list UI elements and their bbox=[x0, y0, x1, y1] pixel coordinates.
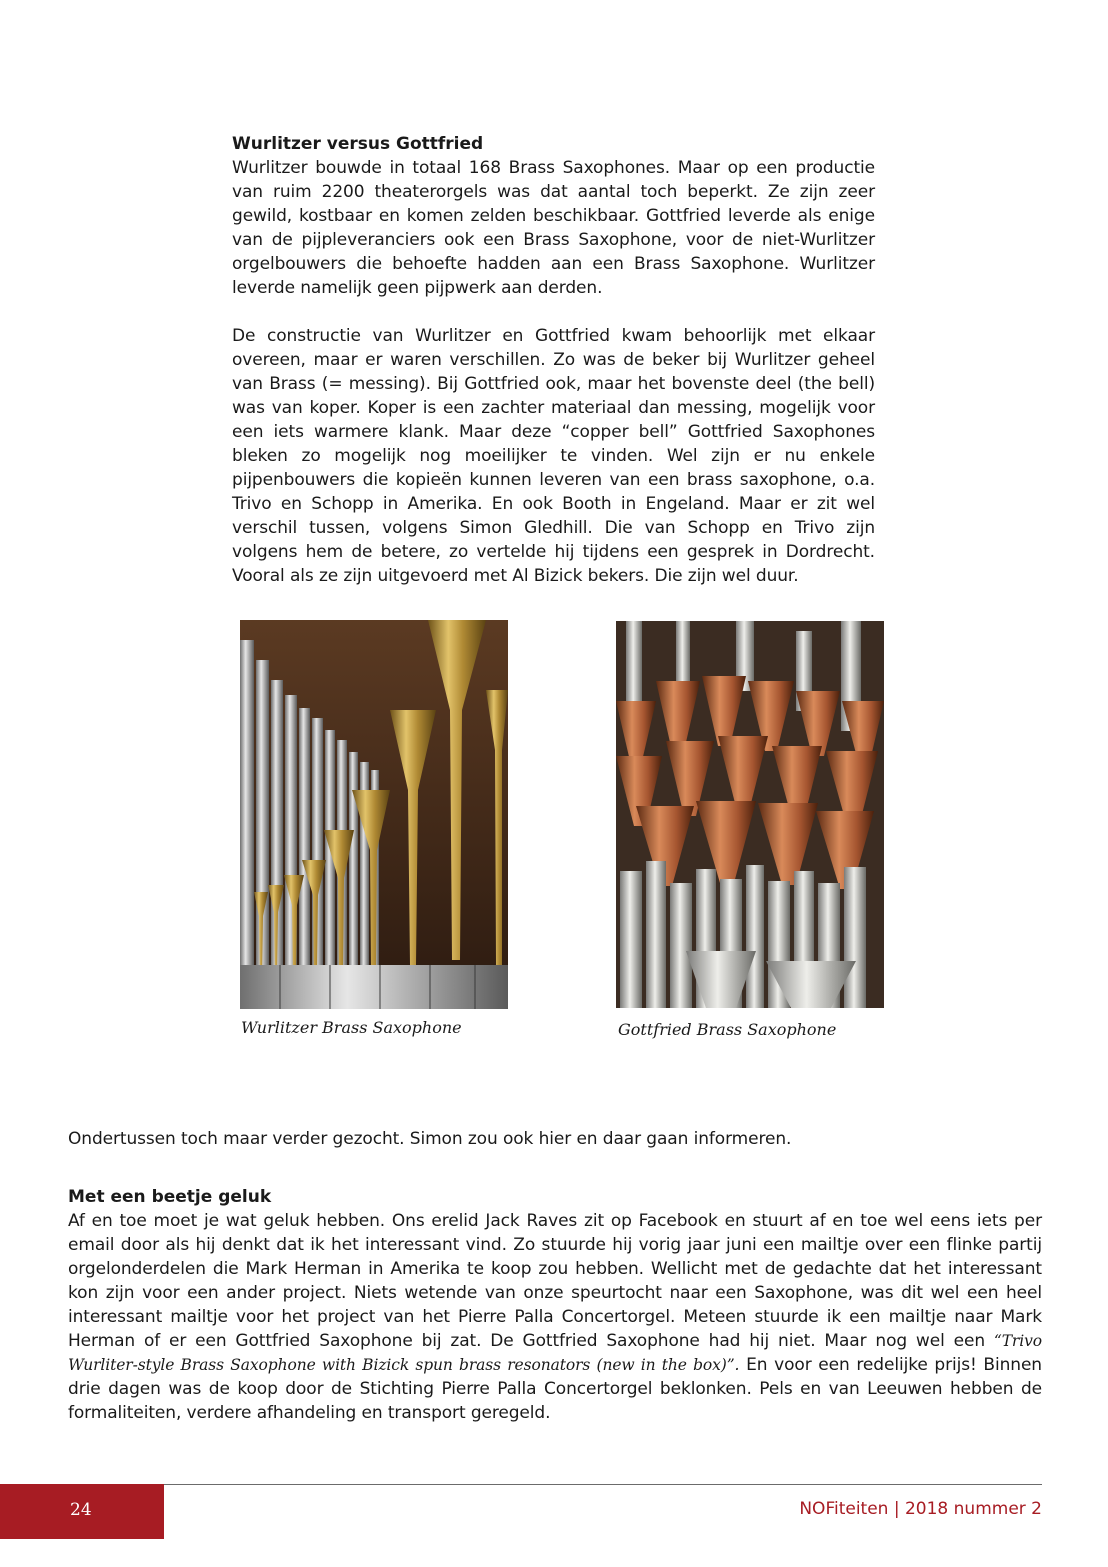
footer-divider bbox=[164, 1484, 1042, 1485]
paragraph: De constructie van Wurlitzer en Gottfried kwam behoorlijk met elkaar overeen, maar er waren verschillen. Zo was de beker bij Wurlitzer geheel van Brass (= messing). Bij Gottfried ook, maar het bovenste deel (the bell) was van koper. Koper is een zachter materiaal dan messing, mogelijk voor een iets warmere klank. Maar deze “copper bell” Gottfried Saxophones bleken zo mogelijk nog moeilijker te vinden. Wel zijn er nu enkele pijpenbouwers die kopieën kunnen leveren van een brass saxophone, o.a. Trivo en Schopp in Amerika. En ook Booth in Engeland. Maar er zit wel verschil tussen, volgens Simon Gledhill. Die van Schopp en Trivo zijn volgens hem de betere, zo vertelde hij tijdens een gesprek in Dordrecht. Vooral als ze zijn uitgevoerd met Al Bizick bekers. Die zijn wel duur. bbox=[232, 326, 875, 586]
wurlitzer-saxophone-photo bbox=[240, 620, 508, 1009]
gottfried-pipes-illustration bbox=[616, 621, 884, 1008]
wurlitzer-pipes-illustration bbox=[240, 620, 508, 1009]
paragraph bbox=[68, 1209, 1042, 1425]
section-heading: Met een beetje geluk bbox=[68, 1187, 272, 1207]
section-heading: Wurlitzer versus Gottfried bbox=[232, 134, 484, 154]
paragraph-text: Af en toe moet je wat geluk hebben. Ons erelid Jack Raves zit op Facebook en stuurt af en toe wel eens iets per email door als hij denkt dat ik het interessant vind. Zo stuurde hij vorig jaar juni een mailtje over een flinke partij orgelonderdelen die Mark Herman in Amerika te koop zou hebben. Wellicht met de gedachte dat het interessant kon zijn voor een ander project. Niets wetende van onze speurtocht naar een Saxophone, was dit wel een heel interessant mailtje voor het project van het Pierre Palla Concertorgel. Meteen stuurde ik een mailtje naar Mark Herman of er een Gottfried Saxophone bij zat. De Gottfried Saxophone had hij niet. Maar nog wel een bbox=[68, 1211, 1042, 1351]
figure-caption: Wurlitzer Brass Saxophone bbox=[241, 1018, 462, 1037]
paragraph: Wurlitzer bouwde in totaal 168 Brass Saxophones. Maar op een productie van ruim 2200 theaterorgels was dat aantal toch beperkt. Ze zijn zeer gewild, kostbaar en komen zelden beschikbaar. Gottfried leverde als enige van de pijpleveranciers ook een Brass Saxophone, voor de niet-Wurlitzer orgelbouwers die behoefte hadden aan een Brass Saxophone. Wurlitzer leverde namelijk geen pijpwerk aan derden. bbox=[232, 158, 875, 298]
publication-title: NOFiteiten | 2018 nummer 2 bbox=[799, 1499, 1042, 1519]
paragraph-text: En voor een redelijke prijs! Binnen drie dagen was de koop door de Stichting Pierre Palla Concertorgel beklonken. Pels en van Leeuwen hebben de formaliteiten, verdere afhandeling en transport geregeld. bbox=[68, 1355, 1042, 1423]
page-number: 24 bbox=[70, 1500, 92, 1520]
gottfried-saxophone-photo bbox=[616, 621, 884, 1008]
paragraph: Ondertussen toch maar verder gezocht. Simon zou ook hier en daar gaan informeren. bbox=[68, 1129, 792, 1149]
section-wurlitzer-versus-gottfried bbox=[232, 132, 875, 588]
figure-caption: Gottfried Brass Saxophone bbox=[618, 1020, 837, 1039]
section-met-een-beetje-geluk bbox=[68, 1185, 1042, 1425]
quoted-product-name: “Trivo Wurliter-style Brass Saxophone with Bizick spun brass resonators (new in the box)”. bbox=[68, 1332, 1042, 1374]
